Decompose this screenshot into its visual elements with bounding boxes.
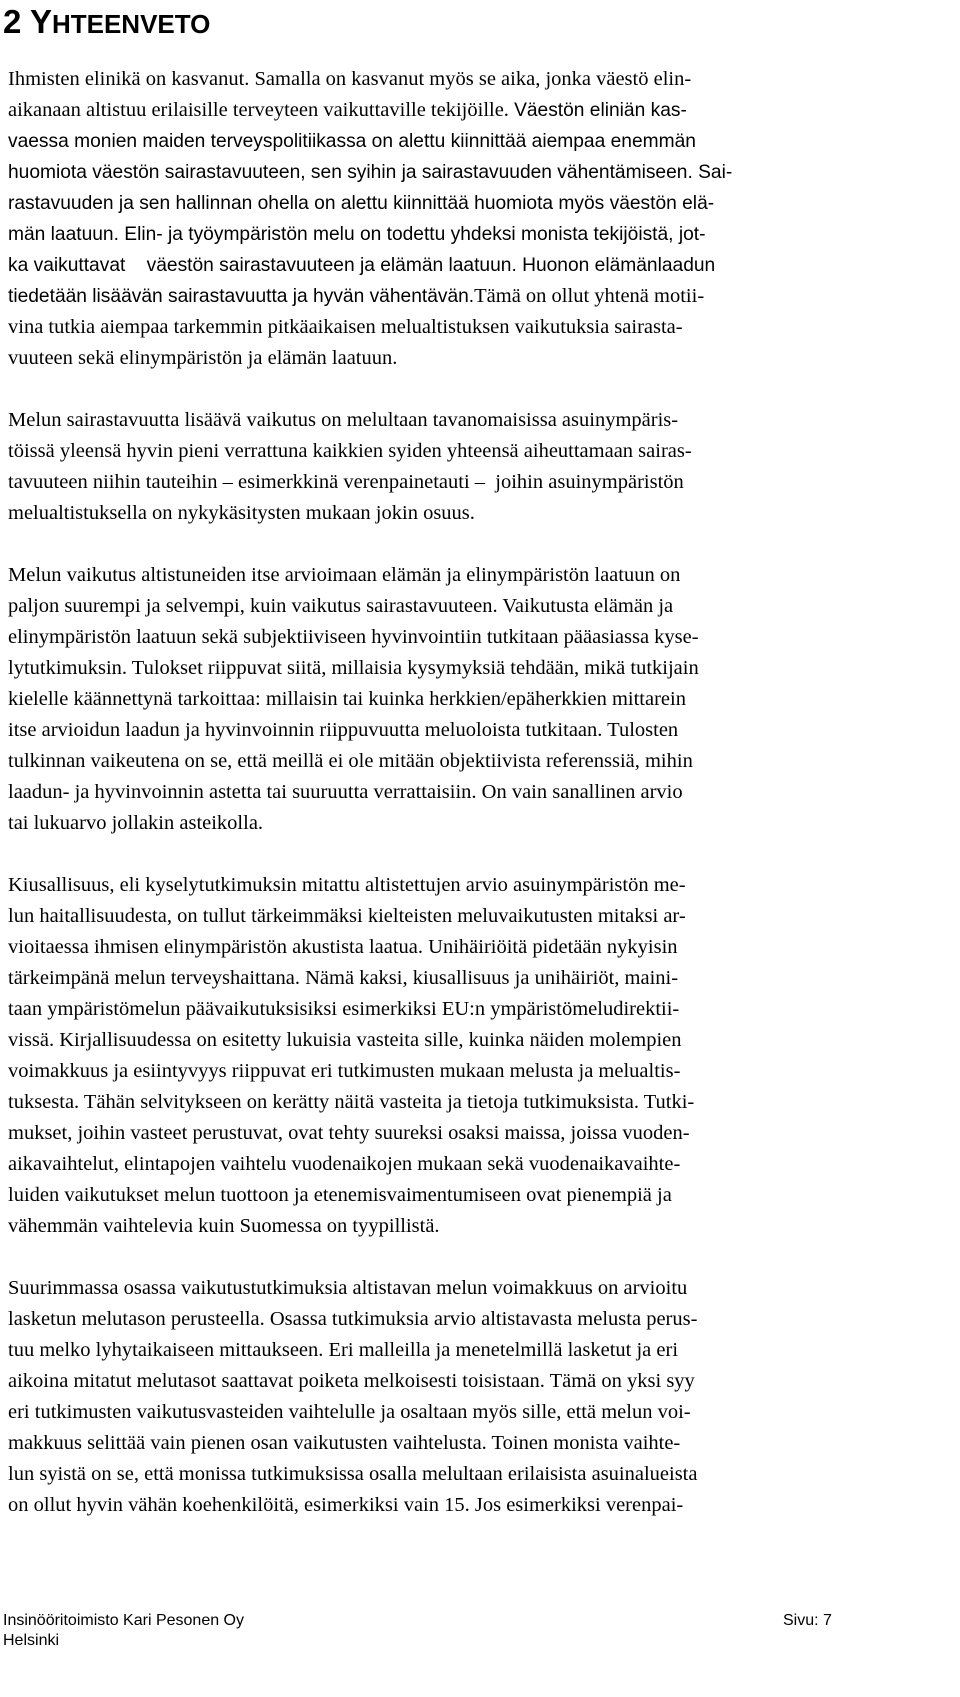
text-segment: vissä. Kirjallisuudessa on esitetty lukuisia vasteita sille, kuinka näiden molempien bbox=[8, 1029, 682, 1051]
text-segment: tavuuteen niihin tauteihin – esimerkkinä verenpainetauti – joihin asuinympäristön bbox=[8, 471, 684, 493]
text-line bbox=[8, 901, 938, 932]
paragraph bbox=[8, 1273, 938, 1521]
text-segment: eri tutkimusten vaikutusvasteiden vaihtelulle ja osaltaan myös sille, että melun voi- bbox=[8, 1401, 691, 1423]
text-segment: melualtistuksella on nykykäsitysten mukaan jokin osuus. bbox=[8, 502, 475, 524]
text-segment: Kiusallisuus, eli kyselytutkimuksin mitattu altistettujen arvio asuinympäristön me- bbox=[8, 874, 686, 896]
text-segment: mukset, joihin vasteet perustuvat, ovat tehty suureksi osaksi maissa, joissa vuoden- bbox=[8, 1122, 690, 1144]
body-text bbox=[8, 64, 938, 1552]
text-segment: paljon suurempi ja selvempi, kuin vaikutus sairastavuuteen. Vaikutusta elämän ja bbox=[8, 595, 674, 617]
text-line bbox=[8, 219, 938, 250]
text-segment: lun syistä on se, että monissa tutkimuksissa osalla melultaan erilaisista asuinalueista bbox=[8, 1463, 698, 1485]
section-title-initial: Y bbox=[29, 3, 52, 40]
text-line bbox=[8, 312, 938, 343]
text-line bbox=[8, 715, 938, 746]
text-segment: tuu melko lyhytaikaiseen mittaukseen. Eri malleilla ja menetelmillä lasketut ja eri bbox=[8, 1339, 679, 1361]
text-segment: töissä yleensä hyvin pieni verrattuna kaikkien syiden yhteensä aiheuttamaan sairas- bbox=[8, 440, 692, 462]
text-segment: Melun sairastavuutta lisäävä vaikutus on melultaan tavanomaisissa asuinympäris- bbox=[8, 409, 679, 431]
text-line bbox=[8, 1149, 938, 1180]
text-line bbox=[8, 870, 938, 901]
paragraph bbox=[8, 405, 938, 529]
text-line bbox=[8, 1211, 938, 1242]
text-segment: tuksesta. Tähän selvitykseen on kerätty näitä vasteita ja tietoja tutkimuksista. Tutki- bbox=[8, 1091, 695, 1113]
text-segment: aikavaihtelut, elintapojen vaihtelu vuodenaikojen mukaan sekä vuodenaikavaihte- bbox=[8, 1153, 681, 1175]
text-segment: makkuus selittää vain pienen osan vaikutusten vaihtelusta. Toinen monista vaihte- bbox=[8, 1432, 681, 1454]
text-line bbox=[8, 281, 938, 312]
footer-company: Insinööritoimisto Kari Pesonen Oy bbox=[3, 1612, 244, 1629]
text-segment: vina tutkia aiempaa tarkemmin pitkäaikaisen melualtistuksen vaikutuksia sairasta- bbox=[8, 316, 683, 338]
text-segment: tai lukuarvo jollakin asteikolla. bbox=[8, 812, 264, 834]
text-segment: Väestön eliniän kas- bbox=[514, 100, 687, 121]
paragraph bbox=[8, 64, 938, 374]
text-line bbox=[8, 498, 938, 529]
text-line bbox=[8, 1459, 938, 1490]
text-line bbox=[8, 436, 938, 467]
text-line bbox=[8, 1087, 938, 1118]
text-line bbox=[8, 994, 938, 1025]
text-segment: lytutkimuksin. Tulokset riippuvat siitä, millaisia kysymyksiä tehdään, mikä tutkijain bbox=[8, 657, 699, 679]
text-line bbox=[8, 157, 938, 188]
paragraph bbox=[8, 560, 938, 839]
text-segment: lasketun melutason perusteella. Osassa tutkimuksia arvio altistavasta melusta perus- bbox=[8, 1308, 698, 1330]
text-segment: kielelle käännettynä tarkoittaa: millaisin tai kuinka herkkien/epäherkkien mittarein bbox=[8, 688, 686, 710]
text-segment: vaessa monien maiden terveyspolitiikassa on alettu kiinnittää aiempaa enemmän bbox=[8, 131, 696, 152]
text-segment: itse arvioidun laadun ja hyvinvoinnin riippuvuutta meluoloista tutkitaan. Tulosten bbox=[8, 719, 679, 741]
text-segment: Ihmisten elinikä on kasvanut. Samalla on kasvanut myös se aika, jonka väestö elin- bbox=[8, 68, 692, 90]
text-line bbox=[8, 1335, 938, 1366]
footer-city: Helsinki bbox=[3, 1632, 60, 1649]
text-line bbox=[8, 1118, 938, 1149]
footer-page-number: Sivu: 7 bbox=[783, 1612, 832, 1629]
text-segment: män laatuun. bbox=[8, 224, 125, 245]
text-segment: luiden vaikutukset melun tuottoon ja etenemisvaimentumiseen ovat pienempiä ja bbox=[8, 1184, 672, 1206]
text-segment: Elin- ja työympäristön melu on todettu yhdeksi monista tekijöistä, jot- bbox=[124, 224, 706, 245]
text-line bbox=[8, 932, 938, 963]
text-line bbox=[8, 622, 938, 653]
text-line bbox=[8, 653, 938, 684]
text-line bbox=[8, 777, 938, 808]
text-line bbox=[8, 1273, 938, 1304]
text-segment: taan ympäristömelun päävaikutuksisiksi esimerkiksi EU:n ympäristömeludirektii- bbox=[8, 998, 680, 1020]
text-segment: aikanaan altistuu erilaisille terveyteen vaikuttaville tekijöille. bbox=[8, 99, 515, 121]
text-segment: Tämä on ollut yhtenä motii- bbox=[474, 285, 705, 307]
text-segment: tiedetään lisäävän sairastavuutta ja hyvän vähentävän. bbox=[8, 286, 475, 307]
text-line bbox=[8, 1056, 938, 1087]
text-line bbox=[8, 64, 938, 95]
text-line bbox=[8, 343, 938, 374]
text-segment: tärkeimpänä melun terveyshaittana. Nämä kaksi, kiusallisuus ja unihäiriöt, maini- bbox=[8, 967, 679, 989]
text-segment: vähemmän vaihtelevia kuin Suomessa on tyypillistä. bbox=[8, 1215, 440, 1237]
text-segment: Huonon elämänlaadun bbox=[522, 255, 716, 276]
text-line bbox=[8, 250, 938, 281]
text-segment: rastavuuden ja sen hallinnan ohella on alettu kiinnittää huomiota myös väestön elä- bbox=[8, 193, 715, 214]
section-number: 2 bbox=[3, 3, 22, 40]
text-line bbox=[8, 1304, 938, 1335]
text-line bbox=[8, 405, 938, 436]
text-line bbox=[8, 746, 938, 777]
paragraph bbox=[8, 870, 938, 1242]
text-line bbox=[8, 684, 938, 715]
text-line bbox=[8, 1025, 938, 1056]
text-line bbox=[8, 126, 938, 157]
text-line bbox=[8, 1180, 938, 1211]
text-segment: Melun vaikutus altistuneiden itse arvioimaan elämän ja elinympäristön laatuun on bbox=[8, 564, 681, 586]
text-line bbox=[8, 1366, 938, 1397]
section-title-rest: HTEENVETO bbox=[51, 9, 211, 39]
text-line bbox=[8, 591, 938, 622]
text-segment: huomiota väestön sairastavuuteen, sen syihin ja sairastavuuden vähentämiseen. Sai- bbox=[8, 162, 733, 183]
footer-publisher bbox=[3, 1611, 244, 1651]
text-line bbox=[8, 95, 938, 126]
text-segment: on ollut hyvin vähän koehenkilöitä, esimerkiksi vain 15. Jos esimerkiksi verenpai- bbox=[8, 1494, 684, 1516]
text-line bbox=[8, 1397, 938, 1428]
text-segment: tulkinnan vaikeutena on se, että meillä ei ole mitään objektiivista referenssiä, mihin bbox=[8, 750, 693, 772]
text-segment: Suurimmassa osassa vaikutustutkimuksia altistavan melun voimakkuus on arvioitu bbox=[8, 1277, 688, 1299]
text-line bbox=[8, 1428, 938, 1459]
text-segment: voimakkuus ja esiintyvyys riippuvat eri tutkimusten mukaan melusta ja melualtis- bbox=[8, 1060, 681, 1082]
text-line bbox=[8, 188, 938, 219]
section-heading bbox=[3, 0, 210, 46]
text-segment: lun haitallisuudesta, on tullut tärkeimmäksi kielteisten meluvaikutusten mitaksi ar- bbox=[8, 905, 686, 927]
text-line bbox=[8, 808, 938, 839]
text-segment: aikoina mitatut melutasot saattavat poiketa melkoisesti toisistaan. Tämä on yksi syy bbox=[8, 1370, 695, 1392]
text-segment: laadun- ja hyvinvoinnin astetta tai suuruutta verrattaisiin. On vain sanallinen arvio bbox=[8, 781, 683, 803]
text-line bbox=[8, 467, 938, 498]
text-line bbox=[8, 963, 938, 994]
text-line bbox=[8, 1490, 938, 1521]
text-segment: elinympäristön laatuun sekä subjektiiviseen hyvinvointiin tutkitaan pääasiassa kyse- bbox=[8, 626, 699, 648]
text-line bbox=[8, 560, 938, 591]
text-segment: ka vaikuttavat väestön sairastavuuteen ja elämän laatuun. bbox=[8, 255, 523, 276]
text-segment: vuuteen sekä elinympäristön ja elämän laatuun. bbox=[8, 347, 398, 369]
text-segment: vioitaessa ihmisen elinympäristön akustista laatua. Unihäiriöitä pidetään nykyisin bbox=[8, 936, 678, 958]
